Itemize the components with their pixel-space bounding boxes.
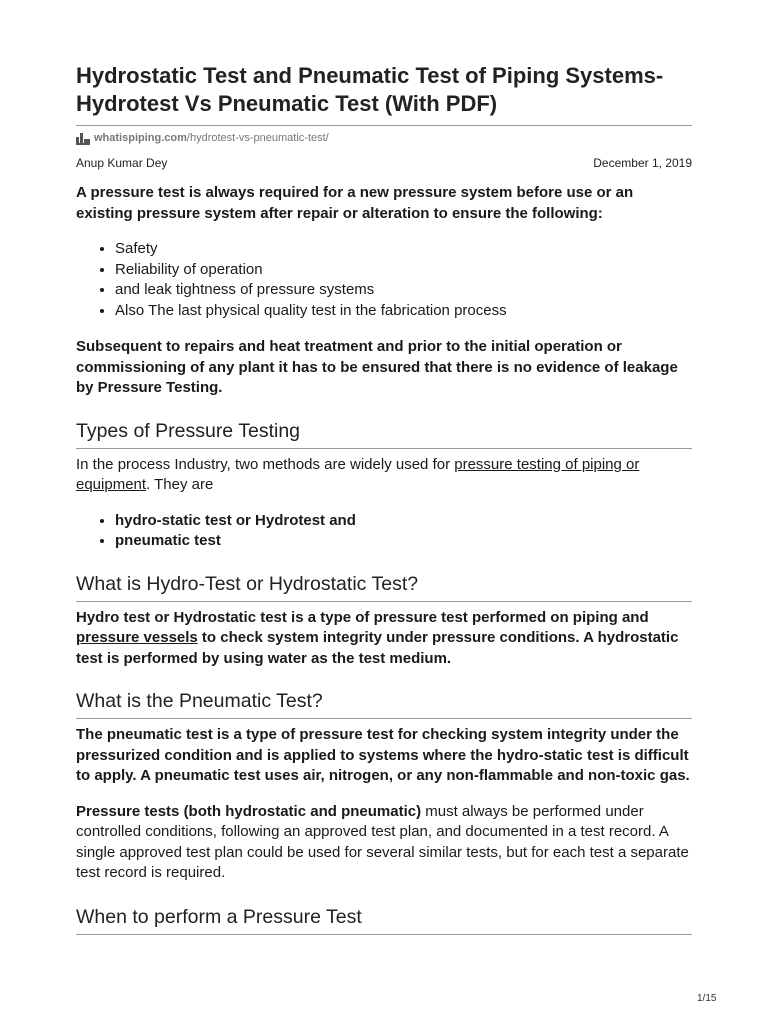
heading-hydrotest: What is Hydro-Test or Hydrostatic Test? bbox=[76, 572, 419, 595]
heading-divider bbox=[76, 718, 692, 719]
page-title: Hydrostatic Test and Pneumatic Test of Piping Systems-Hydrotest Vs Pneumatic Test (With PDF) bbox=[76, 63, 664, 116]
subsequent-paragraph: Subsequent to repairs and heat treatment and prior to the initial operation or commissioning of any plant it has to be ensured that there is no evidence of leakage by Pressure Testing. bbox=[76, 338, 678, 396]
intro-list bbox=[76, 239, 692, 321]
types-list bbox=[76, 511, 692, 552]
heading-types: Types of Pressure Testing bbox=[76, 419, 301, 442]
source-link-site[interactable]: whatispiping.com bbox=[94, 132, 187, 144]
hydro-paragraph bbox=[76, 608, 692, 670]
types-text-end: . They are bbox=[146, 476, 214, 493]
page-number: 1/15 bbox=[697, 993, 717, 1004]
site-logo-icon bbox=[76, 131, 90, 145]
list-item: • Safety bbox=[115, 239, 692, 260]
heading-divider bbox=[76, 601, 692, 602]
pressure-testing-link[interactable]: pressure testing of piping or equipment bbox=[76, 455, 640, 493]
list-item: • Also The last physical quality test in the fabrication process bbox=[115, 301, 692, 322]
types-paragraph bbox=[76, 455, 692, 496]
list-item: • and leak tightness of pressure systems bbox=[115, 280, 692, 301]
list-item: • Reliability of operation bbox=[115, 260, 692, 281]
source-line bbox=[76, 129, 692, 147]
publish-date: December 1, 2019 bbox=[593, 156, 692, 170]
pressure-tests-bold: Pressure tests (both hydrostatic and pneumatic) bbox=[76, 802, 422, 820]
pressure-vessels-link[interactable]: pressure vessels bbox=[76, 629, 198, 646]
article bbox=[76, 62, 692, 935]
byline bbox=[76, 156, 692, 170]
title-divider bbox=[76, 125, 692, 126]
types-text: In the process Industry, two methods are widely used for bbox=[76, 455, 455, 473]
heading-divider bbox=[76, 934, 692, 935]
hydro-text-end: to check system integrity under pressure conditions. A hydrostatic test is performed by using water as the test medium. bbox=[76, 629, 679, 667]
heading-when: When to perform a Pressure Test bbox=[76, 905, 362, 928]
pressure-tests-text: must always be performed under controlled conditions, following an approved test plan, and documented in a test record. A single approved test plan could be used for several similar tests, but for each test a separate test record is required. bbox=[76, 802, 689, 881]
pneumatic-paragraph: The pneumatic test is a type of pressure test for checking system integrity under the pressurized condition and is applied to systems where the hydro-static test is difficult to apply. A pneumatic test uses air, nitrogen, or any non-flammable and non-toxic gas. bbox=[76, 726, 690, 784]
heading-divider bbox=[76, 448, 692, 449]
author: Anup Kumar Dey bbox=[76, 156, 168, 170]
intro-paragraph: A pressure test is always required for a new pressure system before use or an existing pressure system after repair or alteration to ensure the following: bbox=[76, 184, 634, 222]
pressure-tests-paragraph bbox=[76, 802, 692, 884]
source-link-path[interactable]: /hydrotest-vs-pneumatic-test/ bbox=[186, 132, 329, 144]
list-item: • pneumatic test bbox=[115, 531, 692, 552]
list-item: • hydro-static test or Hydrotest and bbox=[115, 511, 692, 532]
heading-pneumatic: What is the Pneumatic Test? bbox=[76, 690, 323, 712]
hydro-text: Hydro test or Hydrostatic test is a type of pressure test performed on piping and bbox=[76, 608, 649, 626]
